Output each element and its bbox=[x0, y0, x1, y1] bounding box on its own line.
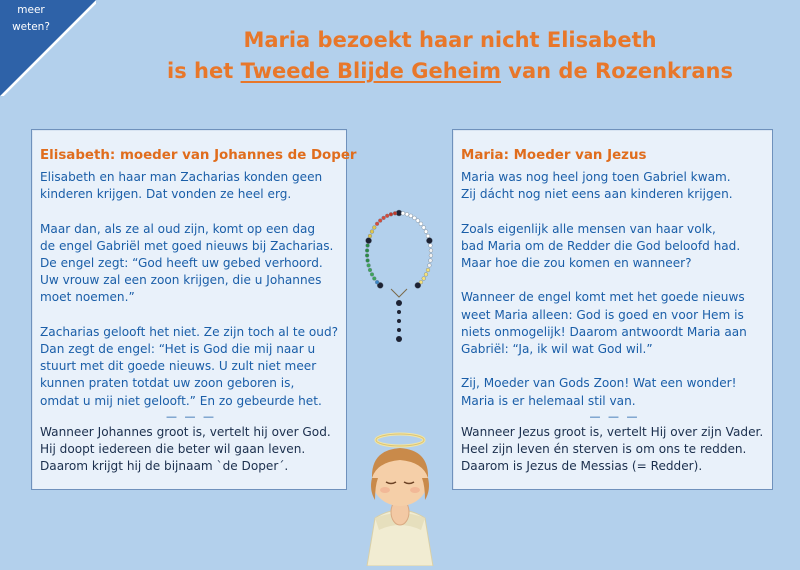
rosary-bead bbox=[389, 212, 393, 216]
rosary-bead bbox=[370, 273, 374, 277]
rosary-bead bbox=[426, 234, 430, 238]
rosary-bead bbox=[419, 222, 423, 226]
rosary-bead bbox=[385, 214, 389, 218]
rosary-bead bbox=[372, 277, 376, 281]
rosary-bead bbox=[424, 273, 428, 277]
paragraph: Elisabeth en haar man Zacharias konden geen kinderen krijgen. Dat vonden ze heel erg. bbox=[40, 170, 323, 202]
page-title: Maria bezoekt haar nicht Elisabeth bbox=[243, 28, 657, 52]
rosary-bead bbox=[429, 249, 433, 253]
rosary-bead bbox=[396, 336, 402, 342]
elisabeth-heading: Elisabeth: moeder van Johannes de Doper bbox=[40, 148, 357, 163]
rosary-bead bbox=[424, 230, 428, 234]
paragraph: Maria was nog heel jong toen Gabriel kwam. Zij dácht nog niet eens aan kinderen krijgen. bbox=[461, 170, 733, 202]
elisabeth-panel bbox=[31, 129, 357, 490]
maria-text bbox=[461, 169, 768, 475]
rosary-bead bbox=[429, 244, 433, 248]
rosary-bead bbox=[426, 268, 430, 272]
separator: — — — bbox=[589, 409, 640, 423]
rosary-bead bbox=[372, 226, 376, 230]
rosary-bead bbox=[366, 238, 372, 244]
rosary-bead bbox=[429, 254, 433, 258]
paragraph: Maar dan, als ze al oud zijn, komt op een dag de engel Gabriël met goed nieuws bij Zacharias. De engel zegt: “God heeft uw gebed verhoord. Uw vrouw zal een zoon krijgen, die u Johannes moet noemen.” bbox=[40, 221, 334, 305]
paragraph: Zacharias gelooft het niet. Ze zijn toch al te oud? Dan zegt de engel: “Het is God die mij naar u stuurt met dit goede nieuws. U zult niet meer kunnen praten totdat uw zoon geboren is, omdat u mij niet gelooft.” En zo gebeurde het. bbox=[40, 324, 339, 408]
rosary-bead bbox=[413, 216, 417, 220]
paragraph: Zoals eigenlijk alle mensen van haar volk, bad Maria om de Redder die God beloofd had. Maar hoe die zou komen en wanneer? bbox=[461, 221, 741, 270]
rosary-bead bbox=[401, 211, 405, 215]
paragraph: Wanneer de engel komt met het goede nieuws weet Maria alleen: God is goed en voor Hem is niets onmogelijk! Daarom antwoordt Maria aan Gabriël: “Ja, ik wil wat God wil.” bbox=[461, 290, 747, 356]
closing-paragraph: Wanneer Johannes groot is, vertelt hij over God. Hij doopt iedereen die beter wil gaan leven. Daarom krijgt hij de bijnaam `de Doper´. bbox=[40, 424, 331, 474]
rosary-bead bbox=[397, 319, 401, 323]
rosary-bead bbox=[375, 280, 379, 284]
rosary-bead bbox=[396, 300, 402, 306]
more-info-corner-link[interactable] bbox=[0, 0, 96, 96]
rosary-chain bbox=[391, 289, 407, 297]
rosary-bead bbox=[397, 328, 401, 332]
rosary-bead bbox=[366, 259, 370, 263]
rosary-bead bbox=[397, 310, 401, 314]
closing-paragraph: Wanneer Jezus groot is, vertelt Hij over zijn Vader. Heel zijn leven én sterven is om ons te redden. Daarom is Jezus de Messias (= Redder). bbox=[461, 424, 764, 474]
rosary-bead bbox=[378, 219, 382, 223]
rosary-bead bbox=[367, 264, 371, 268]
rosary-bead bbox=[393, 211, 397, 215]
rosary-bead bbox=[375, 222, 379, 226]
more-info-label: meer weten? bbox=[12, 4, 50, 33]
rosary-bead bbox=[368, 268, 372, 272]
rosary-bead bbox=[405, 212, 409, 216]
rosary-bead bbox=[409, 214, 413, 218]
praying-angel-icon bbox=[345, 420, 455, 570]
rosary-bead bbox=[422, 226, 426, 230]
separator: — — — bbox=[166, 409, 216, 423]
rosary-bead bbox=[415, 282, 421, 288]
elisabeth-text bbox=[40, 169, 342, 475]
rosary-bead bbox=[370, 230, 374, 234]
page-subtitle: is het Tweede Blijde Geheim van de Rozenkrans bbox=[167, 59, 733, 83]
rosary-bead bbox=[428, 264, 432, 268]
rosary-bead bbox=[365, 249, 369, 253]
paragraph: Zij, Moeder van Gods Zoon! Wat een wonder! Maria is er helemaal stil van. bbox=[461, 376, 737, 408]
rosary-bead bbox=[416, 219, 420, 223]
rosary-icon bbox=[352, 205, 447, 354]
rosary-bead bbox=[368, 234, 372, 238]
rosary-bead bbox=[429, 259, 433, 263]
rosary-bead bbox=[366, 244, 370, 248]
rosary-bead bbox=[382, 216, 386, 220]
maria-panel bbox=[452, 129, 773, 490]
rosary-bead bbox=[422, 277, 426, 281]
rosary-bead bbox=[426, 238, 432, 244]
tweede-blijde-geheim-link[interactable]: Tweede Blijde Geheim bbox=[240, 59, 501, 83]
rosary-bead bbox=[365, 254, 369, 258]
maria-heading: Maria: Moeder van Jezus bbox=[461, 148, 647, 163]
